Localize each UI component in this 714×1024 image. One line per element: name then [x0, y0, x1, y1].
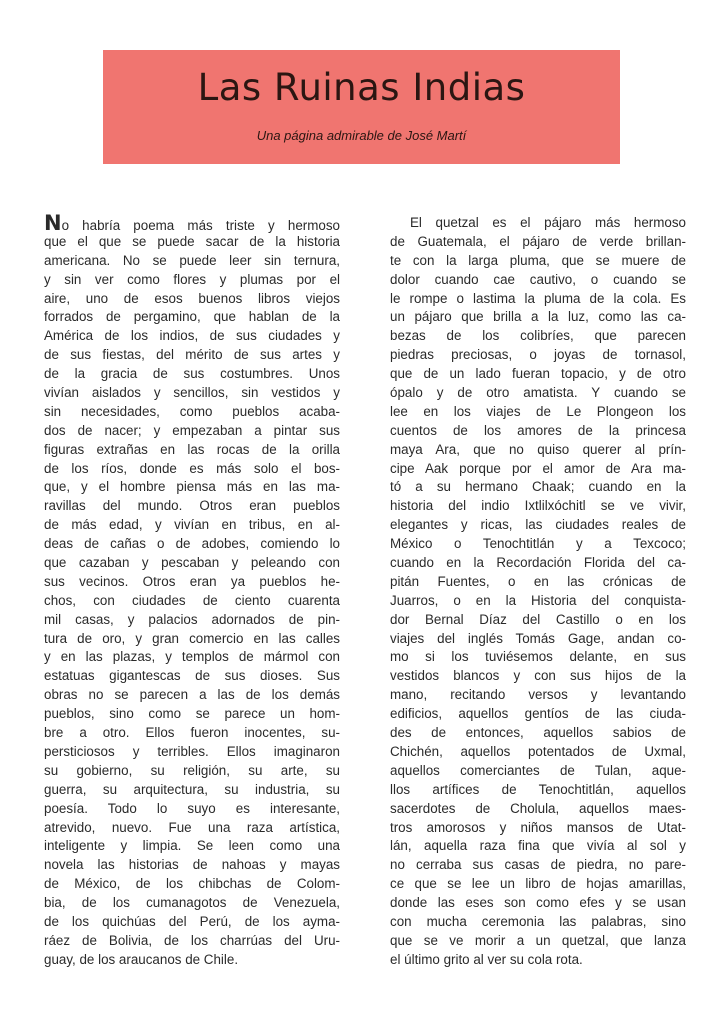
- right-column: [390, 214, 686, 970]
- article-first-line: [44, 211, 340, 235]
- text-line: tó a su hermano Chaak; cuando en la: [390, 479, 686, 495]
- text-line: ópalo y de otro amatista. Y cuando se: [390, 385, 686, 401]
- text-line: atrevido, nuevo. Fue una raza artística,: [44, 819, 340, 835]
- text-line: sus vecinos. Otros eran ya pueblos he-: [44, 573, 340, 589]
- text-line: dor Bernal Díaz del Castillo o en los: [390, 611, 686, 627]
- text-line: ráez de Bolivia, de los charrúas del Uru-: [44, 932, 340, 948]
- text-line: cipe Aak porque por el amor de Ara ma-: [390, 460, 686, 476]
- text-line: bezas de los colibríes, que parecen: [390, 328, 686, 344]
- text-line: sin necesidades, como pueblos acaba-: [44, 403, 340, 419]
- text-line: piedras preciosas, o joyas de tornasol,: [390, 347, 686, 363]
- text-line: historia del indio Ixtlilxóchitl se ve vivir,: [390, 498, 686, 514]
- text-line: mano, recitando versos y levantando: [390, 687, 686, 703]
- text-line: cuando en la Recordación Florida del ca-: [390, 555, 686, 571]
- text-line: le rompe o lastima la pluma de la cola. Es: [390, 290, 686, 306]
- text-line: un pájaro que brilla a la luz, como las ca-: [390, 309, 686, 325]
- text-line: con mucha ceremonia las palabras, sino: [390, 913, 686, 929]
- text-line: lán, aquella raza fina que vivía al sol y: [390, 838, 686, 854]
- text-line: obras no se parecen a las de los demás: [44, 687, 340, 703]
- text-line: tros amorosos y niños mansos de Utat-: [390, 819, 686, 835]
- text-line: dos de nacer; y empezaban a pintar sus: [44, 422, 340, 438]
- title-banner: [103, 50, 620, 164]
- text-line: Chichén, aquellos potentados de Uxmal,: [390, 743, 686, 759]
- text-line: que se ve morir a un quetzal, que lanza: [390, 932, 686, 948]
- text-line: México o Tenochtitlán y a Texcoco;: [390, 536, 686, 552]
- text-line: América de los indios, de sus ciudades y: [44, 328, 340, 344]
- text-line: Juarros, o en la Historia del conquista-: [390, 592, 686, 608]
- text-line: aire, uno de esos buenos libros viejos: [44, 290, 340, 306]
- text-line: mil casas, y palacios adornados de pin-: [44, 611, 340, 627]
- text-line: tura de oro, y gran comercio en las calles: [44, 630, 340, 646]
- text-line: americana. No se puede leer sin ternura,: [44, 252, 340, 268]
- text-line: deas de cañas o de adobes, comiendo lo: [44, 536, 340, 552]
- text-line: dolor cuando cae cautivo, o cuando se: [390, 271, 686, 287]
- text-line: guerra, su arquitectura, su industria, su: [44, 781, 340, 797]
- text-line: su gobierno, su religión, su arte, su: [44, 762, 340, 778]
- text-line: El quetzal es el pájaro más hermoso: [410, 215, 686, 230]
- text-line: viajes del inglés Tomás Gage, andan co-: [390, 630, 686, 646]
- text-line: de Guatemala, el pájaro de verde brillan-: [390, 233, 686, 249]
- text-line: bre a otro. Ellos fueron inocentes, su-: [44, 725, 340, 741]
- text-line: maya Ara, que no quiso querer al prín-: [390, 441, 686, 457]
- text-line: sacerdotes de Cholula, aquellos maes-: [390, 800, 686, 816]
- text-line: ravillas del mundo. Otros eran pueblos: [44, 498, 340, 514]
- article-subtitle: Una página admirable de José Martí: [256, 128, 467, 143]
- text-line: des de entonces, aquellos sabios de: [390, 725, 686, 741]
- text-line: y en las plazas, y templos de mármol con: [44, 649, 340, 665]
- text-line: no cerraba sus casas de piedra, no pare-: [390, 857, 686, 873]
- first-line-text: o habría poema más triste y hermoso: [61, 218, 340, 233]
- text-line: el último grito al ver su cola rota.: [390, 951, 583, 967]
- text-line: estatuas gigantescas de sus dioses. Sus: [44, 668, 340, 684]
- text-line: de los ríos, donde es más solo el bos-: [44, 460, 340, 476]
- text-line: figuras extrañas en las rocas de la orilla: [44, 441, 340, 457]
- text-line: aquellos comerciantes de Tulan, aque-: [390, 762, 686, 778]
- text-line: de sus fiestas, del mérito de sus artes y: [44, 347, 340, 363]
- text-line: lee en los viajes de Le Plongeon los: [390, 403, 686, 419]
- text-line: chos, con ciudades de ciento cuarenta: [44, 592, 340, 608]
- text-line: persticiosos y terribles. Ellos imaginaron: [44, 743, 340, 759]
- text-line: novela las historias de nahoas y mayas: [44, 857, 340, 873]
- text-line: de más edad, y vivían en tribus, en al-: [44, 517, 340, 533]
- text-line: que el que se puede sacar de la historia: [44, 233, 340, 249]
- text-line: pueblos, sino como se parece un hom-: [44, 706, 340, 722]
- text-line: vestidos blancos y con sus hijos de la: [390, 668, 686, 684]
- text-line: ce que se lee un libro de hojas amarillas,: [390, 876, 686, 892]
- text-line: mo si los tuviésemos delante, en sus: [390, 649, 686, 665]
- text-line: llos artífices de Tenochtitlán, aquellos: [390, 781, 686, 797]
- left-column: [44, 211, 340, 970]
- text-line: poesía. Todo lo suyo es interesante,: [44, 800, 340, 816]
- text-line: que de un lado fueran topacio, y de otro: [390, 366, 686, 382]
- text-line: vivían aislados y sencillos, sin vestidos y: [44, 385, 340, 401]
- text-line: inteligente y limpia. Se leen como una: [44, 838, 340, 854]
- article-title: Las Ruinas Indias: [197, 66, 526, 109]
- text-line: y sin ver como flores y plumas por el: [44, 271, 340, 287]
- text-line: que, y el hombre piensa más en las ma-: [44, 479, 340, 495]
- text-line: de la gracia de sus costumbres. Unos: [44, 366, 340, 382]
- text-line: de los quichúas del Perú, de los ayma-: [44, 913, 340, 929]
- text-line: cuentos de los amores de la princesa: [390, 422, 686, 438]
- text-line: forrados de pergamino, que hablan de la: [44, 309, 340, 325]
- text-line: elegantes y ricas, las ciudades reales de: [390, 517, 686, 533]
- text-line: te con la larga pluma, que se muere de: [390, 252, 686, 268]
- text-line: donde las eses son como efes y se usan: [390, 895, 686, 911]
- text-line: edificios, aquellos gentíos de las ciuda-: [390, 706, 686, 722]
- text-line: de México, de los chibchas de Colom-: [44, 876, 340, 892]
- text-line: guay, de los araucanos de Chile.: [44, 951, 239, 967]
- text-line: bia, de los cumanagotos de Venezuela,: [44, 895, 340, 911]
- text-line: pitán Fuentes, o en las crónicas de: [390, 573, 686, 589]
- drop-cap: N: [44, 211, 62, 235]
- text-line: que cazaban y pescaban y peleando con: [44, 555, 340, 571]
